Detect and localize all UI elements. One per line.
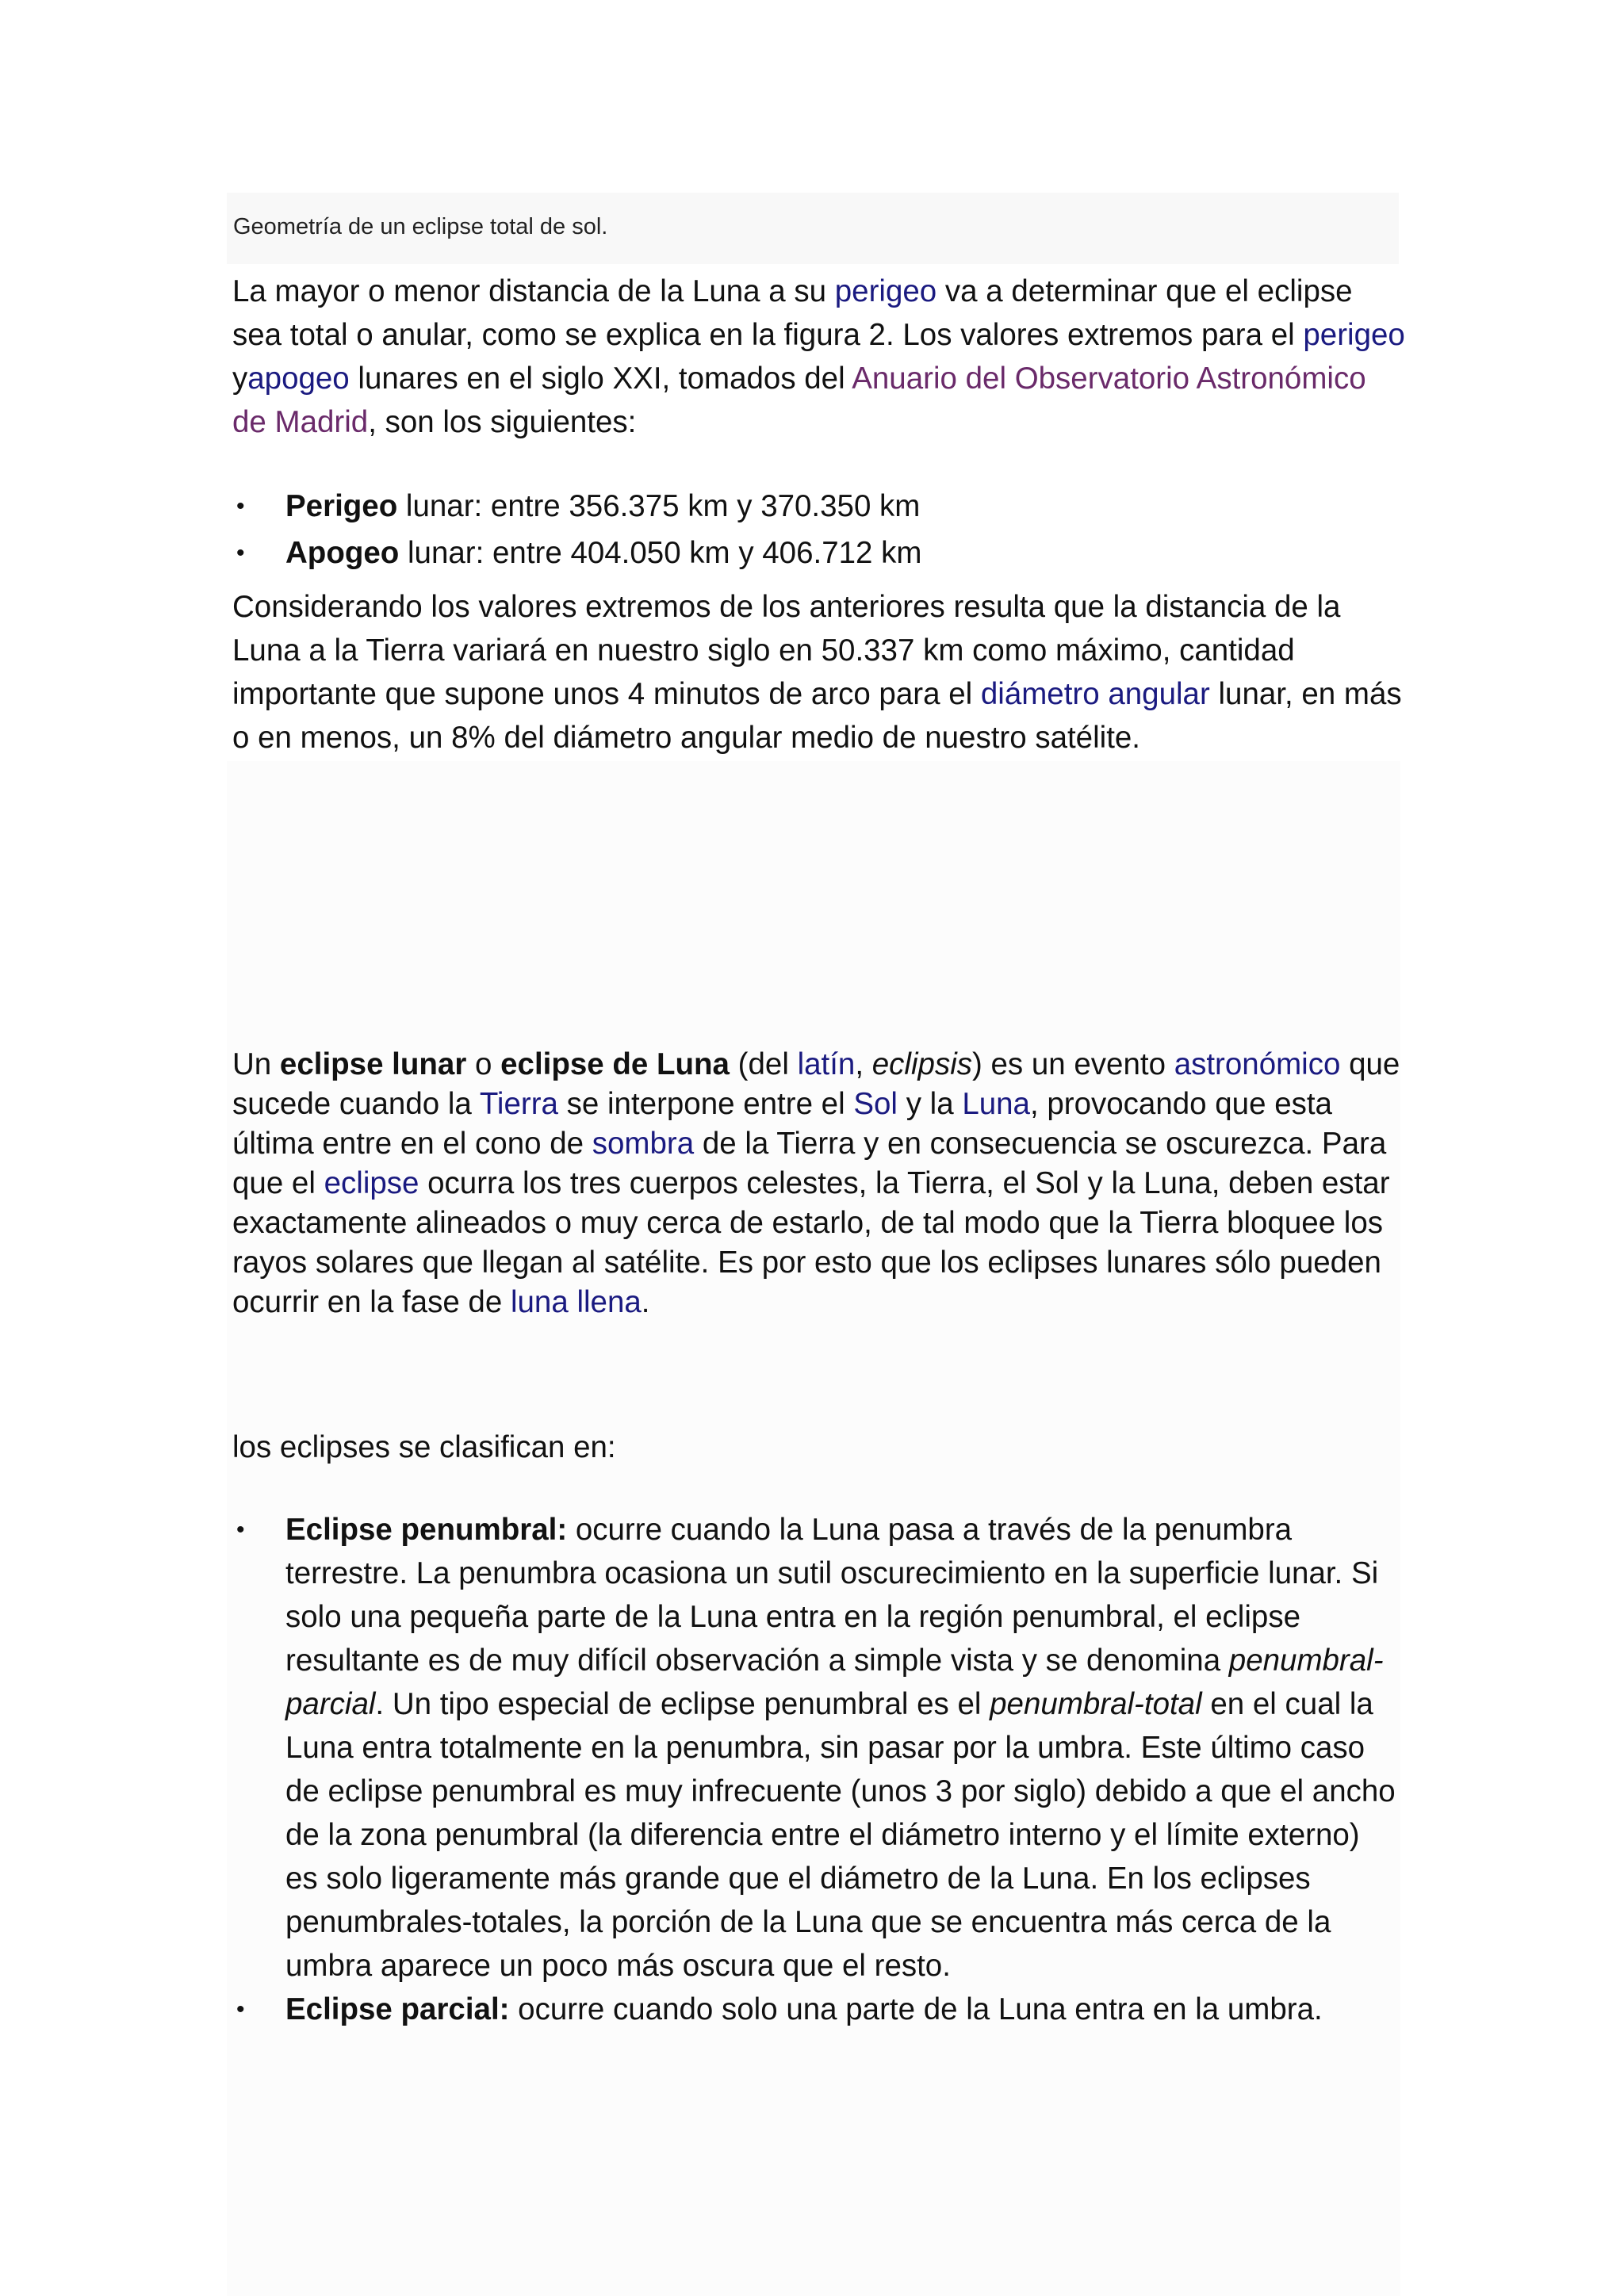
text-span: lunar, en más o en menos, un 8% del diámetro angular medio de nuestro satélite. [232,677,1402,755]
text-span: ocurre cuando la Luna pasa a través de la penumbra terrestre. La penumbra ocasiona un sutil oscurecimiento en la superficie lunar. Si solo una pequeña parte de la Luna entra en la región penumbral, el eclipse resultante es de muy difícil observación a simple vista y se denomina [285,1513,1379,1678]
text-span: (del [729,1047,798,1081]
list-item-term: Apogeo [285,536,400,570]
link-diametro-angular[interactable]: diámetro angular [980,677,1210,711]
list-item-term: Eclipse parcial: [285,1992,510,2026]
text-span: que sucede cuando la [232,1047,1400,1121]
italic-term: penumbral-parcial [285,1644,1384,1721]
text-span: o [466,1047,501,1081]
text-span: , son los siguientes: [368,405,637,439]
bullet: • [236,540,245,566]
italic-term: eclipsis [871,1047,972,1081]
distance-list [236,483,1396,576]
bold-term: eclipse de Luna [500,1047,730,1081]
list-item-term: Eclipse penumbral: [285,1513,568,1547]
link-eclipse[interactable]: eclipse [324,1166,419,1200]
list-item [236,483,1396,530]
text-span: lunares en el siglo XXI, tomados del [349,362,852,396]
figure-caption: Geometría de un eclipse total de sol. [233,214,608,239]
text-span: , provocando que esta última entre en el cono de [232,1087,1332,1161]
list-item [236,1508,1396,1988]
link-tierra[interactable]: Tierra [479,1087,558,1121]
text-span: ocurre cuando solo una parte de la Luna entra en la umbra. [509,1992,1323,2026]
eclipse-types-list [236,1508,1396,2031]
list-item-text: lunar: entre 404.050 km y 406.712 km [399,536,922,570]
text-span: en el cual la Luna entra totalmente en la penumbra, sin pasar por la umbra. Este último caso de eclipse penumbral es muy infrecuente (unos 3 por siglo) debido a que el ancho de la zona penumbral (la diferencia entre el diámetro interno y el límite externo) es solo ligeramente más grande que el diámetro de la Luna. En los eclipses penumbrales-totales, la porción de la Luna que se encuentra más cerca de la umbra aparece un poco más oscura que el resto. [285,1687,1396,1983]
list-item [236,1988,1396,2031]
text-span: . Un tipo especial de eclipse penumbral es el [375,1687,990,1721]
text-span: ) es un evento [972,1047,1174,1081]
paragraph-clasificacion: los eclipses se clasifican en: [232,1430,616,1464]
paragraph-diametro [232,585,1406,760]
link-luna[interactable]: Luna [962,1087,1030,1121]
list-item-term: Perigeo [285,489,398,523]
text-span: , [855,1047,872,1081]
link-astronomico[interactable]: astronómico [1174,1047,1341,1081]
link-anuario-observatorio[interactable]: Anuario del Observatorio Astronómico de Madrid [232,362,1366,439]
paragraph-perigeo [232,270,1406,444]
link-latin[interactable]: latín [797,1047,856,1081]
paragraph-eclipse-lunar [232,1045,1406,1322]
text-span: Un [232,1047,280,1081]
text-span: . [641,1285,650,1319]
list-item [236,530,1396,576]
text-span: La mayor o menor distancia de la Luna a su [232,274,835,308]
link-sol[interactable]: Sol [853,1087,898,1121]
link-perigeo[interactable]: perigeo [834,274,937,308]
text-span: Considerando los valores extremos de los anteriores resulta que la distancia de la Luna a la Tierra variará en nuestro siglo en 50.337 km como máximo, cantidad importante que supone unos 4 minutos de arco para el [232,590,1341,711]
text-span: y la [898,1087,963,1121]
bullet: • [236,1996,245,2022]
text-span: de la Tierra y en consecuencia se oscurezca. Para que el [232,1127,1387,1200]
bullet: • [236,493,245,519]
link-perigeo-2[interactable]: perigeo [1303,318,1405,352]
text-span: va a determinar que el eclipse sea total o anular, como se explica en la figura 2. Los valores extremos para el [232,274,1353,352]
bullet: • [236,1517,245,1543]
list-item-text: lunar: entre 356.375 km y 370.350 km [397,489,921,523]
italic-term: penumbral-total [990,1687,1202,1721]
text-span: y [232,362,248,396]
link-apogeo[interactable]: apogeo [247,362,350,396]
link-sombra[interactable]: sombra [592,1127,695,1161]
text-span: se interpone entre el [557,1087,854,1121]
text-span: ocurra los tres cuerpos celestes, la Tierra, el Sol y la Luna, deben estar exactamente alineados o muy cerca de estarlo, de tal modo que la Tierra bloquee los rayos solares que llegan al satélite. Es por esto que los eclipses lunares sólo pueden ocurrir en la fase de [232,1166,1390,1319]
bold-term: eclipse lunar [279,1047,467,1081]
link-luna-llena[interactable]: luna llena [510,1285,642,1319]
